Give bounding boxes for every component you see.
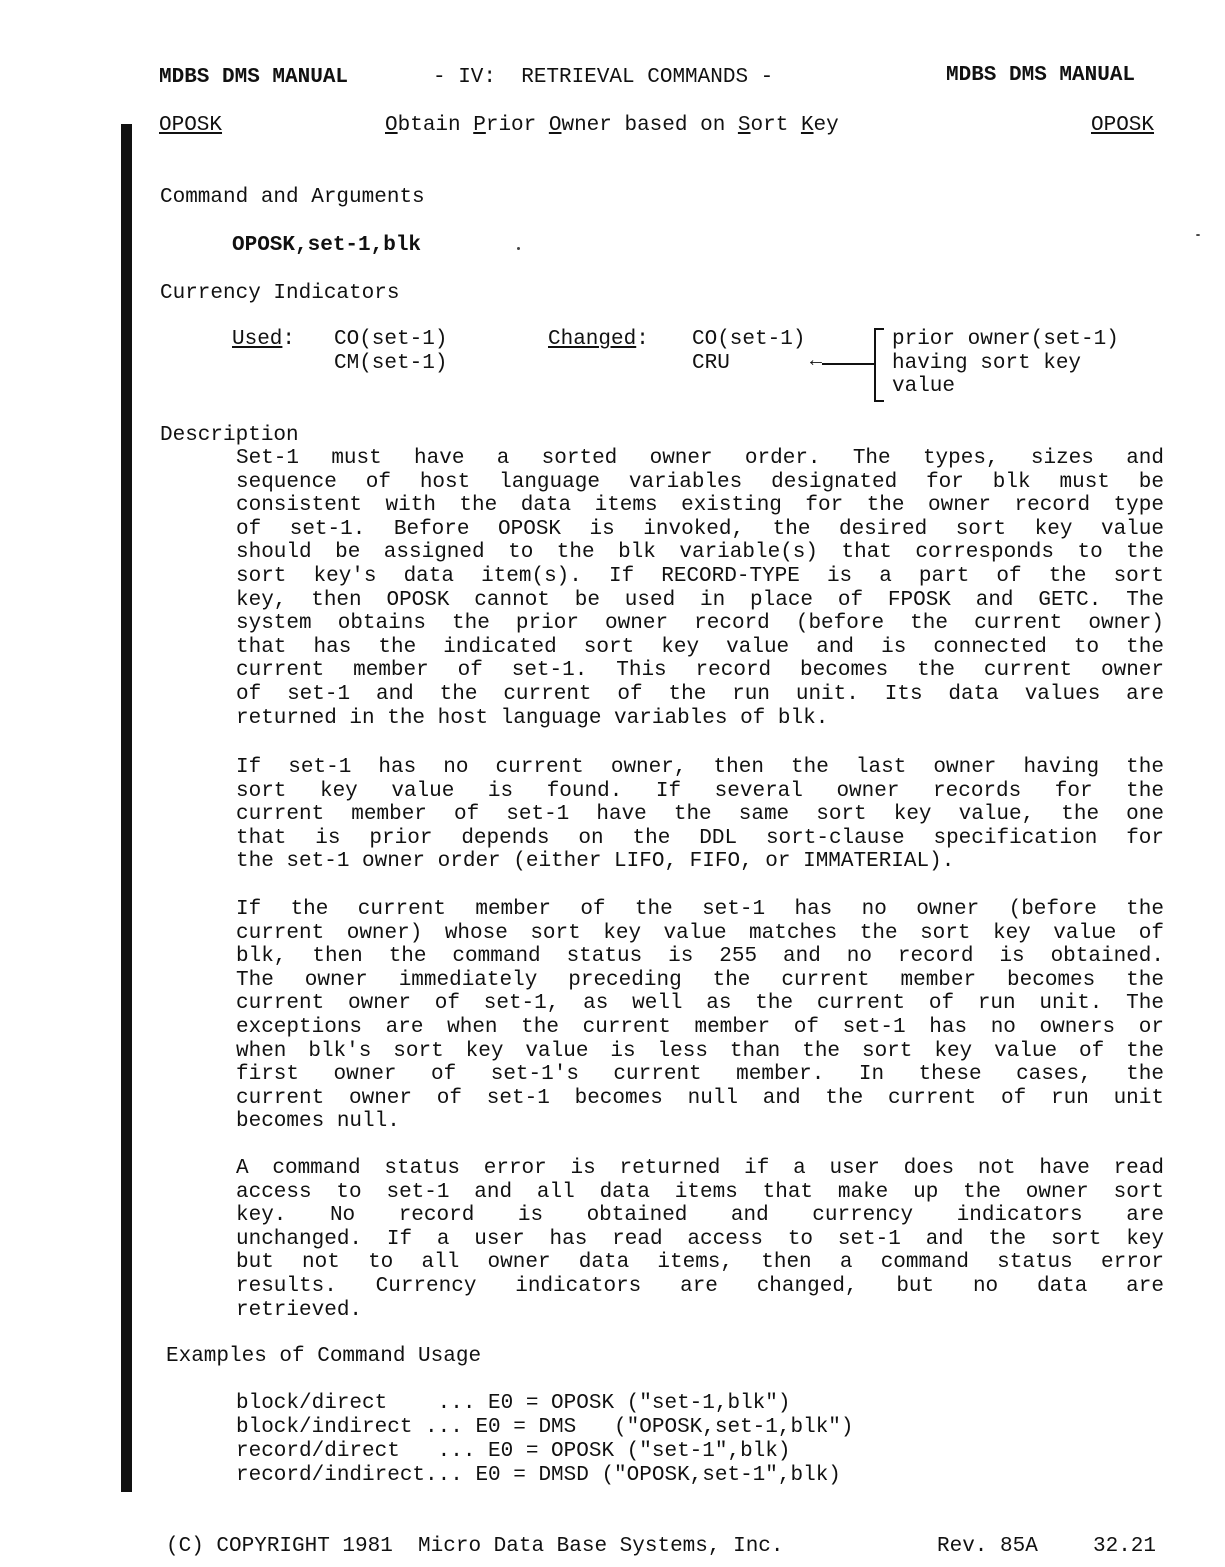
description-paragraph bbox=[236, 447, 1164, 730]
text-line: of set-1. Before OPOSK is invoked, the desired sort key value bbox=[236, 517, 1164, 541]
text-line: current owner) whose sort key value matches the sort key value of bbox=[236, 921, 1164, 945]
section-heading-description: Description bbox=[160, 424, 299, 447]
text-line: sort key's data item(s). If RECORD-TYPE is a part of the sort bbox=[236, 564, 1164, 588]
header-center: - IV: RETRIEVAL COMMANDS - bbox=[433, 66, 774, 89]
text-line: access to set-1 and all data items that make up the owner sort bbox=[236, 1180, 1164, 1204]
currency-note: prior owner(set-1) bbox=[892, 328, 1119, 351]
text-line: that has the indicated sort key value and is connected to the bbox=[236, 635, 1164, 659]
change-bar bbox=[121, 124, 132, 1492]
text-line: current member of set-1 have the same sort key value, the one bbox=[236, 803, 1164, 827]
text-line: Set-1 must have a sorted owner order. The types, sizes and bbox=[236, 447, 1164, 470]
scan-dot bbox=[517, 247, 520, 250]
currency-note: value bbox=[892, 375, 956, 398]
arrow-line bbox=[822, 363, 874, 365]
text-line: should be assigned to the blk variable(s) that corresponds to the bbox=[236, 541, 1164, 565]
text-line: first owner of set-1's current member. In these cases, the bbox=[236, 1063, 1164, 1087]
text-line: A command status error is returned if a user does not have read bbox=[236, 1157, 1164, 1180]
example-line: block/indirect ... E0 = DMS ("OPOSK,set-1,blk") bbox=[236, 1416, 854, 1439]
example-line: block/direct ... E0 = OPOSK ("set-1,blk") bbox=[236, 1392, 791, 1415]
section-heading-command: Command and Arguments bbox=[160, 186, 425, 209]
command-syntax: OPOSK,set-1,blk bbox=[232, 234, 422, 257]
command-code-left: OPOSK bbox=[159, 114, 223, 137]
text-line: If the current member of the set-1 has no owner (before the bbox=[236, 898, 1164, 921]
text-line: the set-1 owner order (either LIFO, FIFO, or IMMATERIAL). bbox=[236, 850, 955, 874]
text-line: system obtains the prior owner record (before the current owner) bbox=[236, 612, 1164, 636]
used-value: CM(set-1) bbox=[334, 352, 448, 375]
text-line: consistent with the data items existing for the owner record type bbox=[236, 494, 1164, 518]
text-line: sequence of host language variables designated for blk must be bbox=[236, 470, 1164, 494]
description-paragraph bbox=[236, 898, 1164, 1134]
section-heading-examples: Examples of Command Usage bbox=[166, 1345, 482, 1368]
example-line: record/direct ... E0 = OPOSK ("set-1",blk) bbox=[236, 1440, 791, 1463]
description-paragraph bbox=[236, 756, 1164, 874]
text-line: key, then OPOSK cannot be used in place of FPOSK and GETC. The bbox=[236, 588, 1164, 612]
section-heading-currency: Currency Indicators bbox=[160, 282, 400, 305]
text-line: when blk's sort key value is less than the sort key value of the bbox=[236, 1039, 1164, 1063]
currency-note: having sort key bbox=[892, 352, 1082, 375]
text-line: unchanged. If a user has read access to set-1 and the sort key bbox=[236, 1227, 1164, 1251]
text-line: key. No record is obtained and currency indicators are bbox=[236, 1204, 1164, 1228]
left-arrow-icon: ← bbox=[810, 350, 823, 373]
text-line: becomes null. bbox=[236, 1110, 400, 1134]
changed-value: CO(set-1) bbox=[692, 328, 806, 351]
text-line: If set-1 has no current owner, then the last owner having the bbox=[236, 756, 1164, 779]
changed-label: Changed: bbox=[548, 328, 649, 351]
text-line: sort key value is found. If several owner records for the bbox=[236, 779, 1164, 803]
text-line: exceptions are when the current member of set-1 has no owners or bbox=[236, 1015, 1164, 1039]
footer-page-number: 32.21 bbox=[1093, 1535, 1157, 1558]
text-line: current owner of set-1, as well as the current of run unit. The bbox=[236, 992, 1164, 1016]
description-paragraph bbox=[236, 1157, 1164, 1322]
text-line: current owner of set-1 becomes null and the current of run unit bbox=[236, 1086, 1164, 1110]
used-label: Used: bbox=[232, 328, 296, 351]
text-line: returned in the host language variables of blk. bbox=[236, 706, 829, 730]
text-line: but not to all owner data items, then a command status error bbox=[236, 1251, 1164, 1275]
header-left: MDBS DMS MANUAL bbox=[159, 66, 349, 89]
text-line: retrieved. bbox=[236, 1298, 363, 1322]
header-right: MDBS DMS MANUAL bbox=[946, 64, 1136, 87]
footer-copyright: (C) COPYRIGHT 1981 Micro Data Base Systems, Inc. bbox=[166, 1535, 784, 1558]
bracket bbox=[874, 328, 884, 402]
text-line: of set-1 and the current of the run unit. Its data values are bbox=[236, 682, 1164, 706]
footer-revision: Rev. 85A bbox=[937, 1535, 1038, 1558]
text-line: blk, then the command status is 255 and no record is obtained. bbox=[236, 945, 1164, 969]
text-line: current member of set-1. This record becomes the current owner bbox=[236, 659, 1164, 683]
text-line: that is prior depends on the DDL sort-clause specification for bbox=[236, 826, 1164, 850]
scan-dot bbox=[1196, 234, 1200, 236]
command-description: Obtain Prior Owner based on Sort Key bbox=[385, 114, 839, 137]
text-line: The owner immediately preceding the current member becomes the bbox=[236, 968, 1164, 992]
text-line: results. Currency indicators are changed, but no data are bbox=[236, 1274, 1164, 1298]
used-value: CO(set-1) bbox=[334, 328, 448, 351]
example-line: record/indirect... E0 = DMSD ("OPOSK,set-1",blk) bbox=[236, 1464, 841, 1487]
changed-value: CRU bbox=[692, 352, 730, 375]
command-code-right: OPOSK bbox=[1091, 114, 1155, 137]
